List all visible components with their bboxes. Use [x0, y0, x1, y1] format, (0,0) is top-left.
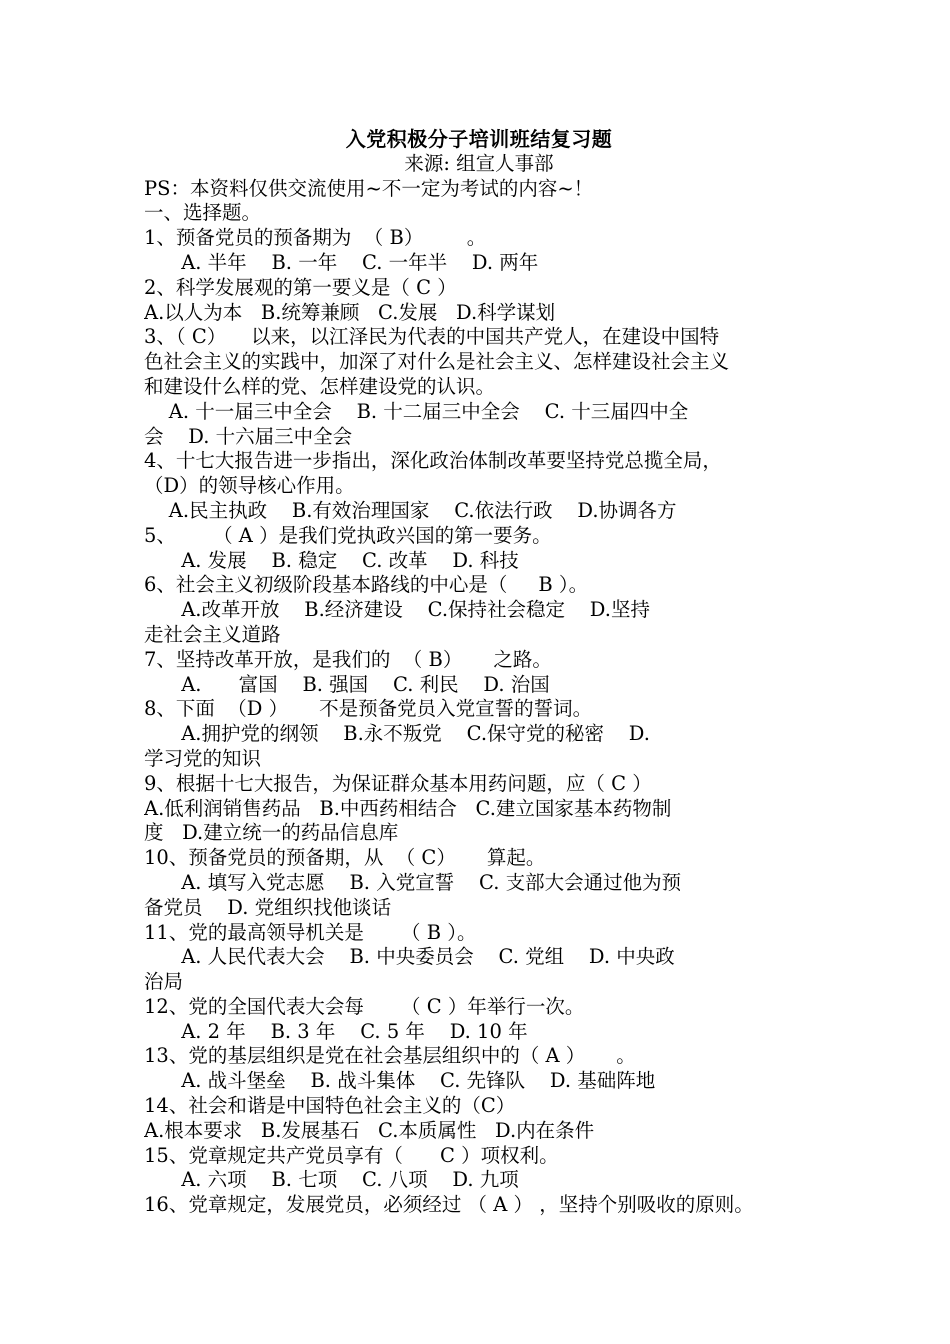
text-line: （D）的领导核心作用。 — [144, 474, 355, 498]
text-line: A. 六项 B. 七项 C. 八项 D. 九项 — [144, 1168, 519, 1192]
text-line: A. 2 年 B. 3 年 C. 5 年 D. 10 年 — [144, 1019, 528, 1043]
text-line: 7、坚持改革开放，是我们的 （ B） 之路。 — [144, 647, 552, 671]
text-line: 度 D.建立统一的药品信息库 — [144, 821, 399, 845]
text-line: A. 战斗堡垒 B. 战斗集体 C. 先锋队 D. 基础阵地 — [144, 1069, 656, 1093]
text-line: 2、科学发展观的第一要义是（ C ） — [144, 275, 457, 299]
text-line: 14、社会和谐是中国特色社会主义的（C） — [144, 1094, 516, 1118]
document-body — [144, 127, 814, 1218]
text-line: A. 发展 B. 稳定 C. 改革 D. 科技 — [144, 548, 519, 572]
text-line: 5、 （ A ）是我们党执政兴国的第一要务。 — [144, 523, 552, 547]
text-line: 8、下面 （D ） 不是预备党员入党宣誓的誓词。 — [144, 697, 593, 721]
text-line: A. 人民代表大会 B. 中央委员会 C. 党组 D. 中央政 — [144, 945, 675, 969]
text-line: 10、预备党员的预备期，从 （ C） 算起。 — [144, 846, 546, 870]
text-line: 治局 — [144, 970, 184, 994]
text-line: 15、党章规定共产党员享有（ C ）项权利。 — [144, 1143, 559, 1167]
text-line: 3、（ C） 以来，以江泽民为代表的中国共产党人，在建设中国特 — [144, 325, 720, 349]
text-line: 走社会主义道路 — [144, 622, 281, 646]
text-line: 色社会主义的实践中，加深了对什么是社会主义、怎样建设社会主义 — [144, 350, 730, 374]
text-line: A. 填写入党志愿 B. 入党宣誓 C. 支部大会通过他为预 — [144, 870, 682, 894]
document-source: 来源: 组宣人事部 — [404, 151, 554, 175]
text-line: A. 十一届三中全会 B. 十二届三中全会 C. 十三届四中全 — [144, 399, 689, 423]
text-line: 4、十七大报告进一步指出，深化政治体制改革要坚持党总揽全局， — [144, 449, 722, 473]
text-line: A.民主执政 B.有效治理国家 C.依法行政 D.协调各方 — [144, 498, 677, 522]
text-line: 会 D. 十六届三中全会 — [144, 424, 353, 448]
text-line: 12、党的全国代表大会每 （ C ）年举行一次。 — [144, 994, 585, 1018]
text-line: 一、选择题。 — [144, 201, 262, 225]
text-line: 13、党的基层组织是党在社会基层组织中的（ A ） 。 — [144, 1044, 636, 1068]
text-line: 16、党章规定，发展党员，必须经过 （ A ） ，坚持个别吸收的原则。 — [144, 1193, 754, 1217]
text-line: 11、党的最高领导机关是 （ B ）。 — [144, 920, 477, 944]
text-line: 6、社会主义初级阶段基本路线的中心是（ B ）。 — [144, 573, 589, 597]
text-line: A.改革开放 B.经济建设 C.保持社会稳定 D.坚持 — [144, 598, 650, 622]
text-line: A. 半年 B. 一年 C. 一年半 D. 两年 — [144, 250, 539, 274]
text-line: 和建设什么样的党、怎样建设党的认识。 — [144, 374, 496, 398]
text-line: A.根本要求 B.发展基石 C.本质属性 D.内在条件 — [144, 1118, 595, 1142]
text-line: 备党员 D. 党组织找他谈话 — [144, 895, 392, 919]
text-line: 1、预备党员的预备期为 （ B） 。 — [144, 226, 487, 250]
text-line: A.低利润销售药品 B.中西药相结合 C.建立国家基本药物制 — [144, 796, 672, 820]
text-line: A. 富国 B. 强国 C. 利民 D. 治国 — [144, 672, 550, 696]
text-line: PS：本资料仅供交流使用~不一定为考试的内容~！ — [144, 176, 594, 200]
question-lines — [144, 177, 814, 1218]
text-line: A.以人为本 B.统筹兼顾 C.发展 D.科学谋划 — [144, 300, 556, 324]
text-line: 学习党的知识 — [144, 746, 262, 770]
text-line: 9、根据十七大报告，为保证群众基本用药问题，应（ C ） — [144, 771, 652, 795]
document-title: 入党积极分子培训班结复习题 — [345, 127, 613, 151]
text-line: A.拥护党的纲领 B.永不叛党 C.保守党的秘密 D. — [144, 722, 650, 746]
